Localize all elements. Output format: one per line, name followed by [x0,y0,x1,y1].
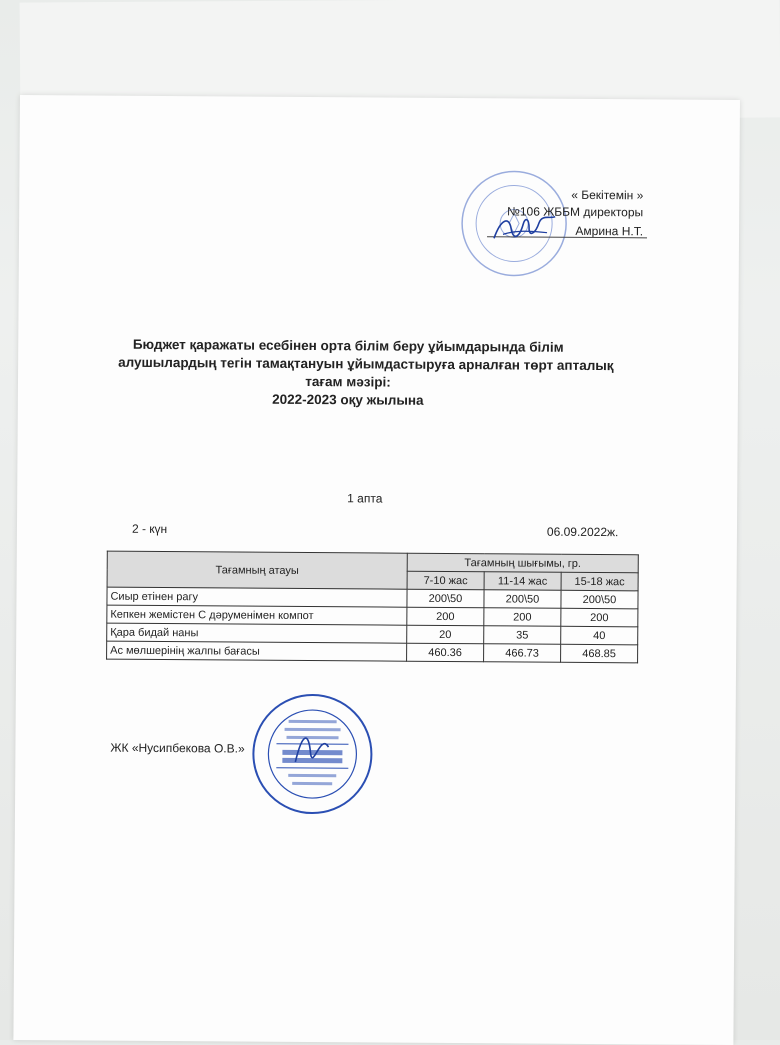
document-page [13,95,740,1045]
total-cost-value: 468.85 [561,644,638,663]
title-line-1: Бюджет қаражаты есебінен орта білім беру ұйымдарында білім [132,336,564,355]
yield-value: 20 [407,625,484,644]
yield-value: 200 [407,607,484,626]
menu-date: 06.09.2022ж. [546,524,619,540]
dish-name: Қара бидай наны [107,623,407,643]
yield-value: 35 [484,626,561,645]
yield-header: Тағамның шығымы, гр. [407,553,638,573]
menu-table [106,551,639,664]
age-group-1: 7-10 жас [407,571,484,590]
yield-value: 200\50 [484,590,561,609]
week-label: 1 апта [347,491,383,506]
total-cost-label: Ас мөлшерінің жалпы бағасы [107,641,407,661]
entrepreneur-seal-icon [250,692,376,818]
yield-value: 200\50 [407,589,484,608]
director-signature-icon [489,208,559,248]
entrepreneur-name: ЖК «Нусипбекова О.В.» [110,740,245,756]
day-label: 2 - күн [131,521,168,537]
total-cost-value: 460.36 [407,643,484,662]
title-line-2: алушылардың тегін тамақтануын ұйымдастыруға арналған төрт апталық [118,354,614,374]
total-cost-value: 466.73 [484,644,561,663]
yield-value: 200 [561,608,638,627]
approval-heading: « Бекітемін » [571,187,644,203]
dish-name: Кепкен жемістен С дәруменімен компот [107,605,407,625]
yield-value: 200\50 [561,590,638,609]
yield-value: 200 [484,608,561,627]
table-row-total [107,641,638,663]
age-group-3: 15-18 жас [561,572,638,591]
approval-position: №106 ЖББМ директоры [506,204,644,220]
dish-name: Сиыр етінен рагу [107,587,407,607]
approval-director-name: Амрина Н.Т. [575,223,644,239]
yield-value: 40 [561,626,638,645]
age-group-2: 11-14 жас [484,572,561,591]
dish-name-header: Тағамның атауы [107,551,407,589]
menu-title [118,336,614,411]
title-line-3: тағам мәзірі: [305,373,391,390]
title-line-4: 2022-2023 оқу жылына [272,391,424,408]
table-header-row [107,551,638,573]
